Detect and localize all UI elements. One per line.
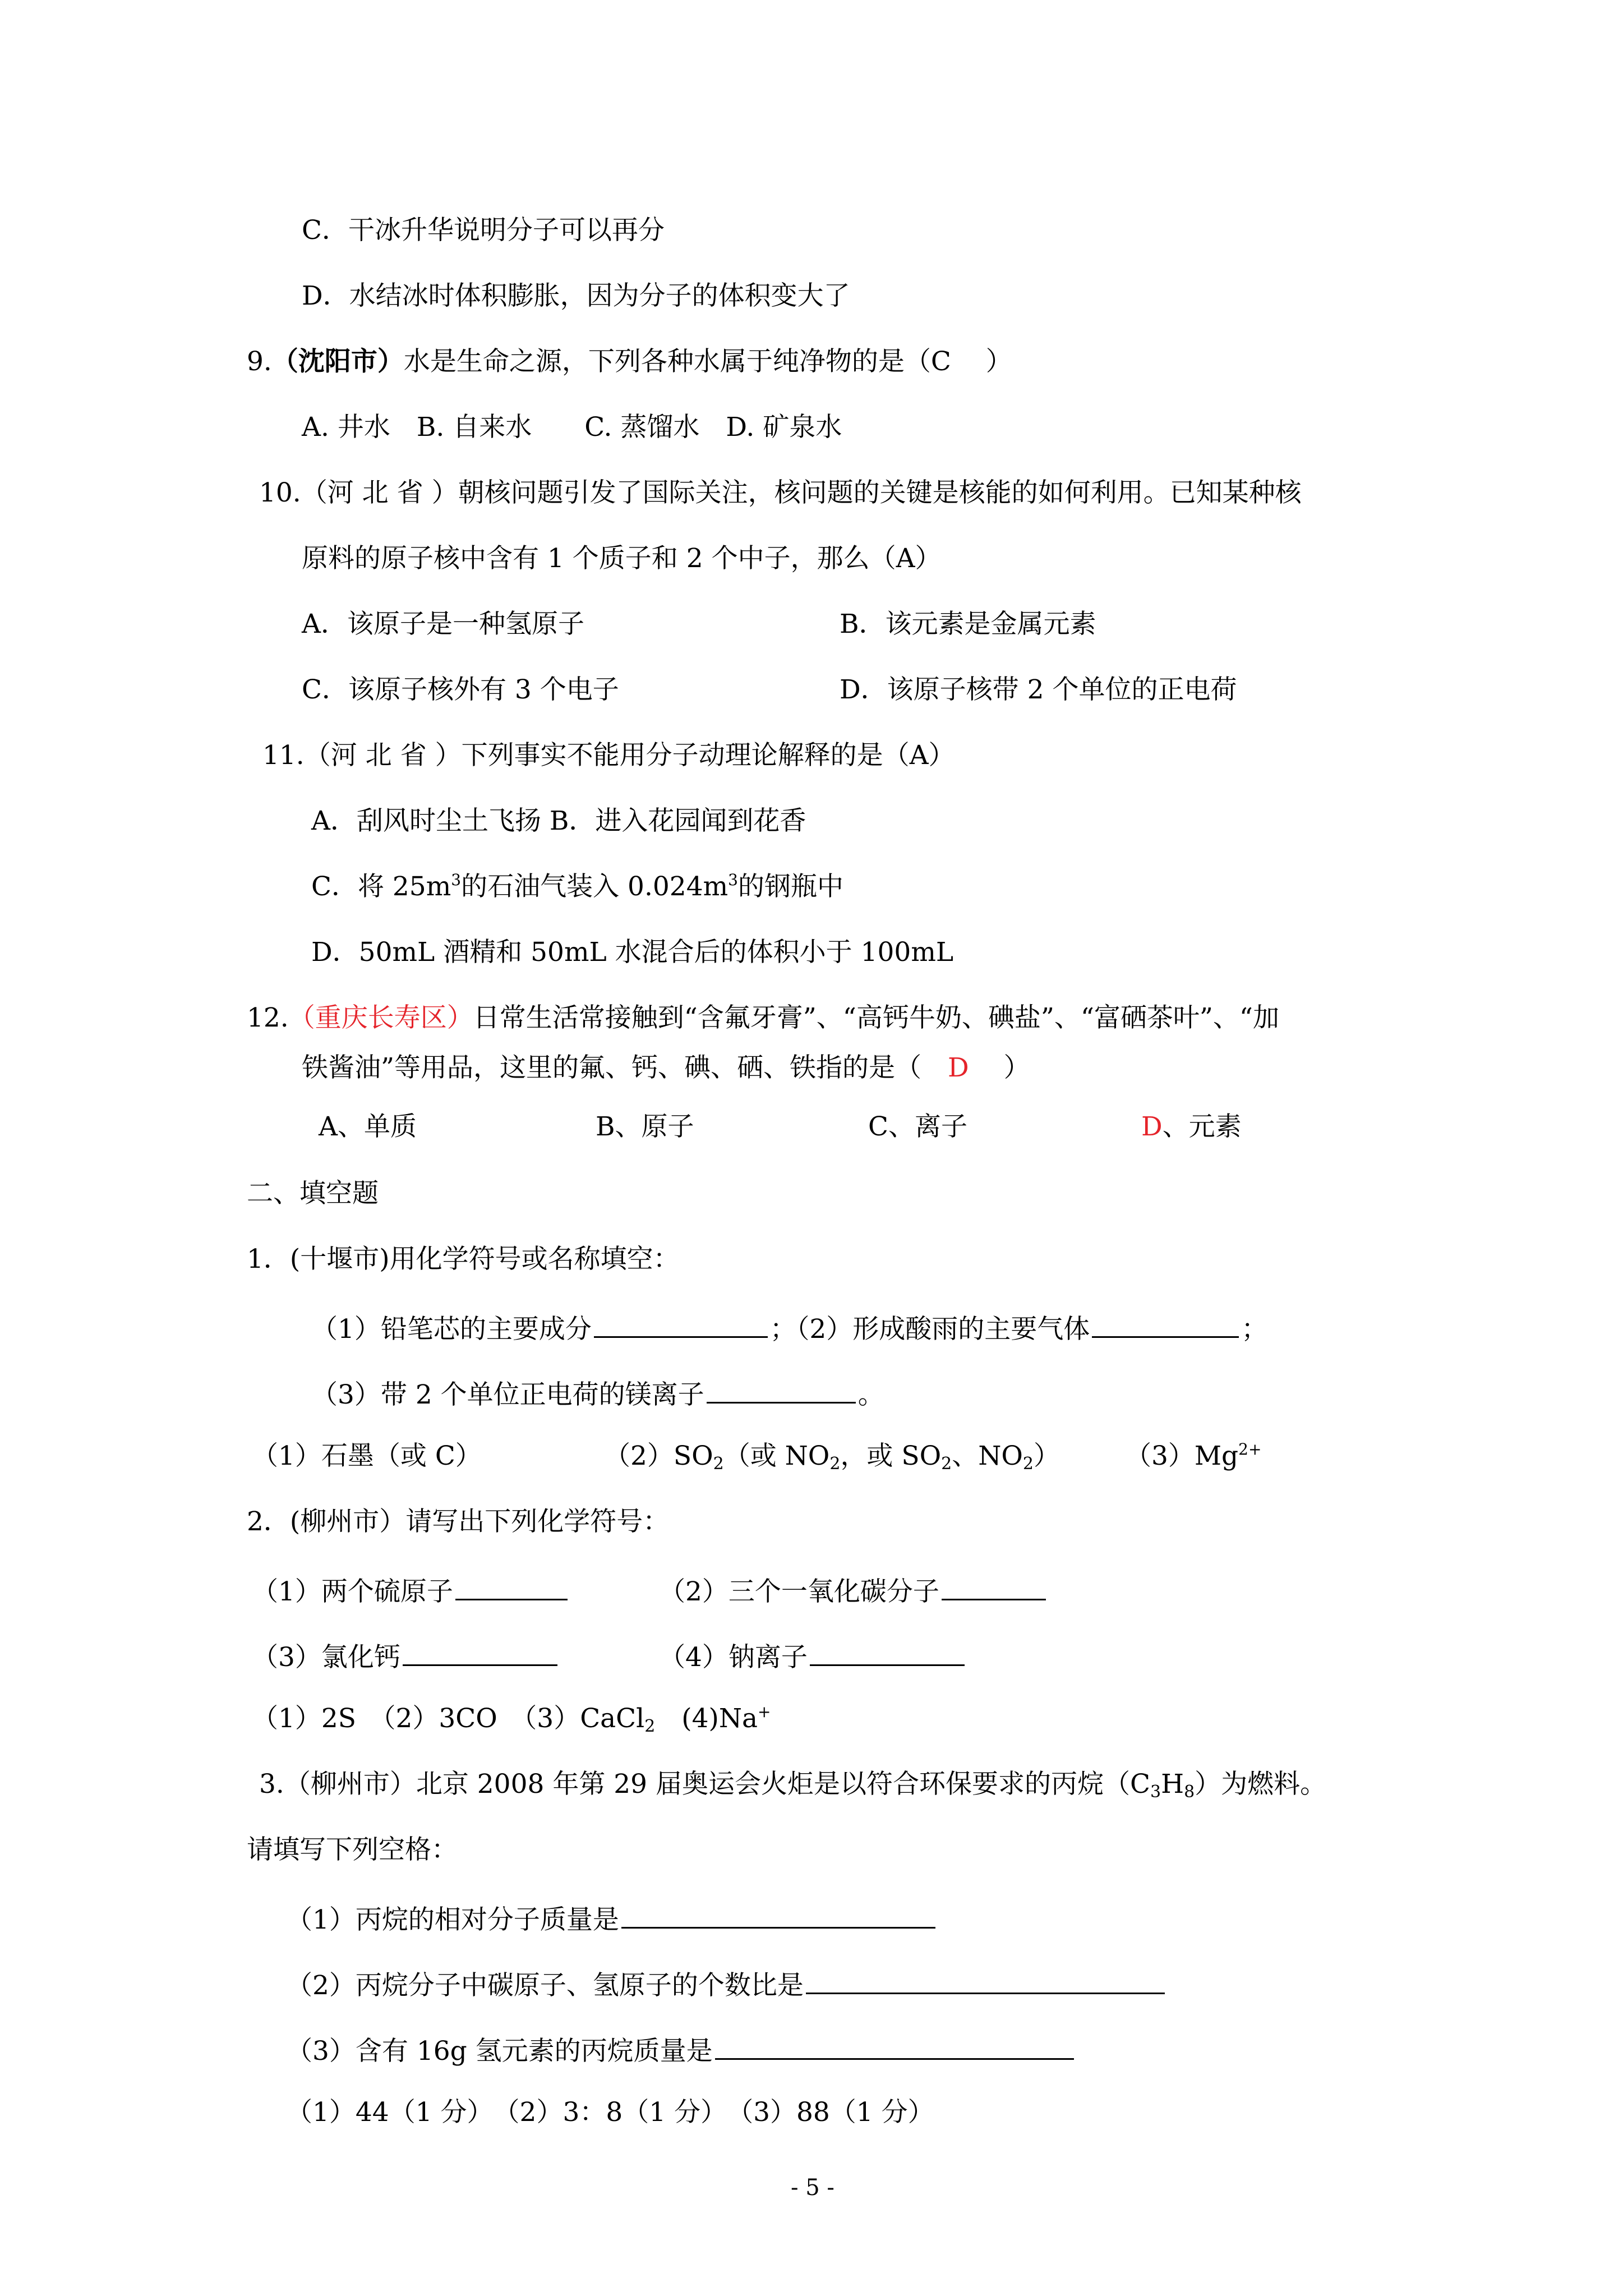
q12-option-a: A、单质 — [319, 1111, 417, 1142]
fill1-parts-1-2: （1）铅笔芯的主要成分 ；（2）形成酸雨的主要气体 ； — [311, 1312, 1267, 1342]
answer-blank[interactable] — [621, 1902, 935, 1929]
answer-blank[interactable] — [806, 1968, 1165, 1994]
q8-option-c: C．干冰升华说明分子可以再分 — [302, 215, 665, 246]
fill3-part-2: （2）丙烷分子中碳原子、氢原子的个数比是 — [286, 1968, 1167, 1999]
page-number: - 5 - — [791, 2175, 834, 2201]
q11-option-c: C．将 $25m^3$的石油气装入 $0.024m^3$的钢瓶中 — [311, 871, 843, 902]
fill1-answer-1: （1）石墨（或 C） — [252, 1441, 482, 1471]
fill2-answers: （1）2S （2）3CO （3）CaCl$_2$ (4)Na+ — [252, 1703, 771, 1736]
answer-blank[interactable] — [942, 1574, 1046, 1600]
q9-number: 9. — [247, 346, 272, 377]
answer-blank[interactable] — [810, 1640, 965, 1666]
q10-option-d: D．该原子核带 2 个单位的正电荷 — [840, 674, 1237, 705]
answer-blank[interactable] — [715, 2033, 1074, 2060]
fill1-part-3: （3）带 2 个单位正电荷的镁离子 。 — [311, 1377, 884, 1408]
q10-option-b: B．该元素是金属元素 — [840, 609, 1096, 639]
q10-stem-line1: 10.（河 北 省 ）朝核问题引发了国际关注，核问题的关键是核能的如何利用。已知某种核 — [259, 477, 1302, 508]
q10-option-a: A．该原子是一种氢原子 — [302, 609, 584, 639]
q12-stem-line1: 12.（重庆长寿区）日常生活常接触到“含氟牙膏”、“高钙牛奶、碘盐”、“富硒茶叶”、“加 — [247, 1002, 1279, 1033]
fill2-part-1: （1）两个硫原子 — [252, 1574, 570, 1605]
fill3-answers: （1）44（1 分） （2）3：8（1 分） （3）88（1 分） — [286, 2097, 934, 2128]
answer-blank[interactable] — [403, 1640, 557, 1666]
fill1-answer-2: $(2)SO_2$（或 $NO_2$，或 $SO_2$、$NO_2$） — [604, 1441, 1060, 1474]
fill3-stem-line1: 3.（柳州市）北京 2008 年第 29 届奥运会火炬是以符合环保要求的丙烷$(C_3H_8)$为燃料。 — [259, 1769, 1327, 1802]
q12-answer: D — [948, 1052, 969, 1083]
fill2-part-2: （2）三个一氧化碳分子 — [659, 1574, 1048, 1605]
fill1-stem: 1．(十堰市)用化学符号或名称填空： — [247, 1244, 680, 1274]
q11-stem: 11.（河 北 省 ）下列事实不能用分子动理论解释的是（A） — [262, 740, 955, 771]
fill1-answer-3: $(3)Mg^{2+}$ — [1125, 1440, 1262, 1471]
fill3-stem-line2: 请填写下列空格： — [247, 1834, 458, 1865]
q12-option-c: C、离子 — [868, 1111, 967, 1142]
q12-source: （重庆长寿区） — [288, 1002, 473, 1033]
q10-option-c: C．该原子核外有 3 个电子 — [302, 674, 619, 705]
q11-option-d: D．50mL 酒精和 50mL 水混合后的体积小于 100mL — [311, 937, 954, 968]
answer-blank[interactable] — [594, 1312, 768, 1338]
q11-option-ab: A．刮风时尘土飞扬 B．进入花园闻到花香 — [311, 806, 806, 836]
fill3-part-1: （1）丙烷的相对分子质量是 — [286, 1902, 938, 1933]
section-title-fill-in: 二、填空题 — [247, 1178, 379, 1209]
q12-number: 12. — [247, 1002, 289, 1033]
q9-options: A. 井水 B. 自来水 C. 蒸馏水 D. 矿泉水 — [302, 412, 842, 443]
q12-stem-line2: 铁酱油”等用品，这里的氟、钙、碘、硒、铁指的是（ D ） — [302, 1052, 1030, 1083]
q9-stem — [247, 348, 1012, 375]
q12-option-b: B、原子 — [596, 1111, 694, 1142]
q12-option-d: D、元素 — [1141, 1111, 1242, 1142]
answer-blank[interactable] — [455, 1574, 568, 1600]
fill2-stem: 2．(柳州市）请写出下列化学符号： — [247, 1506, 670, 1537]
q9-source: （沈阳市） — [271, 346, 404, 377]
q9-text: 水是生命之源，下列各种水属于纯净物的是（C ） — [403, 346, 1012, 377]
fill2-part-4: （4）钠离子 — [659, 1640, 967, 1671]
q10-stem-line2: 原料的原子核中含有 1 个质子和 2 个中子，那么（A） — [302, 543, 942, 574]
fill3-part-3: （3）含有 16g 氢元素的丙烷质量是 — [286, 2033, 1076, 2064]
q8-option-d: D．水结冰时体积膨胀，因为分子的体积变大了 — [302, 280, 850, 311]
answer-blank[interactable] — [1092, 1312, 1239, 1338]
fill2-part-3: （3）氯化钙 — [252, 1640, 560, 1671]
answer-blank[interactable] — [707, 1377, 856, 1404]
